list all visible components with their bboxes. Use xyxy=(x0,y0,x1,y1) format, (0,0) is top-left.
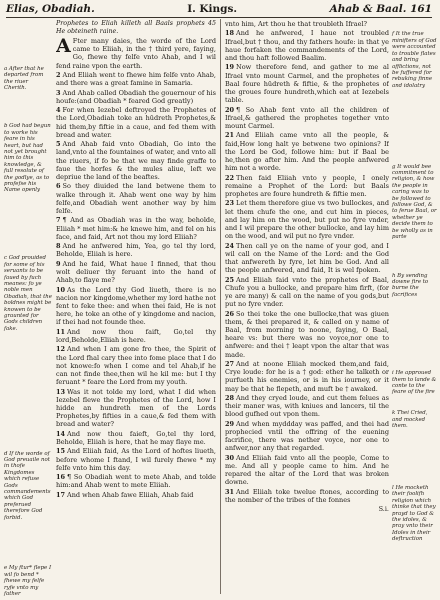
verse-text: And Ahab faid vnto Obadiah, Go into the land,vnto al the fountaines of water, and vnto all the riuers, if fo be that we may finde graffe to faue the horfes & the mules aliue, left we depriue the land of the beaftes. xyxy=(56,140,216,181)
verse-text: Then faid Eliiah vnto y people, I onely remaine a Prophet of the Lord: but Baals prophetes are foure hundreth & fiftie men. xyxy=(225,173,389,198)
verse-number: 17 xyxy=(56,490,66,499)
verse xyxy=(56,89,216,105)
header-left: Elias, Obadiah. xyxy=(6,3,95,15)
verse-number: 16 xyxy=(56,473,66,482)
verse-number: 3 xyxy=(56,88,61,97)
verse xyxy=(225,242,389,275)
verse-number: 11 xyxy=(56,327,66,336)
verse-number: 19 xyxy=(225,63,235,72)
verse-number: 22 xyxy=(225,173,235,182)
verse-number: 21 xyxy=(225,131,235,140)
verse xyxy=(225,29,389,62)
chapter-summary: Prophetes to Eliah killeth all Baals prophets 45 He obteineth raine. xyxy=(56,20,216,35)
verse-text: Now therefore fend, and gather to me al Ifrael vnto mount Carmel, and the prophetes of Baal foure hūdreth & fiftie, & the prophetes of the groues foure hundreth,which eat at Iezebels table. xyxy=(225,63,389,105)
verse-text: And Eliiah faid vnto all the people, Come to me. And all y people came to him. And he repared the altar of the Lord that was broken downe. xyxy=(225,453,389,487)
verse-number: 8 xyxy=(56,242,61,251)
verse xyxy=(56,71,216,87)
verse-text: And Eliiah faid vnto the prophetes of Baal, Chufe you a bullocke, and prepare him firft, (for ye are many) & call on the name of you gods,but put no fyre vnder. xyxy=(225,275,389,309)
margin-note: a After that he departed from the riuer Cherith. xyxy=(4,65,44,92)
verse-number: 24 xyxy=(225,241,235,250)
verse-text: So they diuided the land betwene them to walke through it. Ahab went one way by him felfe,and Obadiah went another way by him felfe. xyxy=(56,182,216,215)
header-right-title: Ahab & Baal. xyxy=(329,3,407,15)
verse xyxy=(56,216,216,241)
verse-text: And when Ahab fawe Eliiah, Ahab faid xyxy=(67,490,194,499)
verse-text: Then call ye on the name of your god, and I wil call on the Name of the Lord: and the God that anfwereth by fyre, let him be God. And all the people anfwered, and faid, It is wel fpoken. xyxy=(225,241,389,275)
verse-number: 29 xyxy=(225,419,235,428)
verse xyxy=(56,242,216,258)
verse-text: And now thou faift, Go,tel thy lord,Beholde,Eliiah is here. xyxy=(56,327,216,344)
verse-text: As the Lord thy God liueth, there is no nacion nor kingdome,whether my lord hathe not fent to feke thee: and when thei faid, He is not here, he toke an othe of y kingdome and nacion, if thei had not founde thee. xyxy=(56,285,216,327)
verse-number: 20 xyxy=(225,105,235,114)
verse-text: vnto him, Art thou he that troubleth Ifrael? xyxy=(225,20,368,28)
verse xyxy=(56,345,216,386)
verse xyxy=(56,473,216,489)
verse xyxy=(225,106,389,131)
verse xyxy=(225,454,389,487)
verse-text: For when Iezebel deftroyed the Prophetes of the Lord,Obadiah toke an hūdreth Prophetes,& hid them,by fiftie in a caue, and fed them with bread and water. xyxy=(56,106,216,139)
verse-text: Let them therefore giue vs two bullockes, and let them chufe the one, and cut him in pieces, and lay him on the wood, but put no fyre vnder, and I wil prepare the other bullocke, and lay him on the wood, and wil put no fyre vnder. xyxy=(225,199,389,241)
verse xyxy=(225,174,389,199)
verse-text: And he anfwered him, Yea, go tel thy lord, Beholde, Eliiah is here. xyxy=(56,242,216,259)
verse-number: 18 xyxy=(225,29,235,38)
verse-number: 9 xyxy=(56,259,61,268)
margin-note: h By sending downe fire to burne the facrifices xyxy=(392,272,429,298)
margin-note: b God had begun to worke his feare in his heart, but had not yet brought him to this knowledge, & full resolute of the godlye, as to profefse his Name openly xyxy=(4,123,51,194)
header-center: I. Kings. xyxy=(187,3,238,15)
verse xyxy=(56,182,216,215)
verse xyxy=(56,37,216,70)
verse xyxy=(225,394,389,419)
header-rule xyxy=(6,17,432,18)
left-column xyxy=(56,20,216,594)
margin-note: l He mocketh their foolifh religion which thinke that they prayd to God & the idoles, & pray vnto their Idoles in their deftruction xyxy=(392,484,436,543)
verse xyxy=(56,286,216,327)
margin-note: c God prouided for some of his seruants to be faued by fuch meanes: fo ye noble men Obadiah, that the boldnes might be knowen to be graunted for Gods children fake. xyxy=(4,255,52,332)
verse-text: And now thou faieft, Go,tel thy lord, Beholde, Eliiah is here, that he may flaye me. xyxy=(56,429,216,446)
verse xyxy=(56,328,216,344)
verse xyxy=(225,63,389,104)
margin-note: k Thei Cried, and mocked them. xyxy=(392,410,428,430)
verse-text: And when I am gone fro thee, the Spirit of the Lord fhal cary thee into fome place that I do not knowe:fo when I come and tel Ahab,if he can not finde thee,then wil he kil me: but I thy feruant * feare the Lord from my youth. xyxy=(56,345,216,387)
catchword: S.i. xyxy=(378,505,389,514)
column-divider xyxy=(220,19,221,594)
verse-text: And at noone Eliiah mocked them,and faid, Crye loude: for he is a † god: ether he talketh or purfueth his enemies, or is in his iourney, or it may be that he flepeth, and muft be † awaked. xyxy=(225,360,389,393)
verse-text: So thei toke the one bullocke,that was giuen them, & thei prepared it, & called on y name of Baal, from morning to noone, faying, O Baal, heare vs: but there was no voyce,nor one to anfwere: and thei † leapt vpon the altar that was made. xyxy=(225,309,389,359)
verse-text: And Eliiah faid, As the Lord of hoftes liueth, before whome I ftand, I wil furely fhewe * my felfe vnto him this day. xyxy=(56,447,216,472)
verse-text: And Eliiah toke twelue ftones, according to the nomber of the tribes of the fonnes xyxy=(225,487,389,504)
margin-note: e My ftur* flepe I wil fo bend * fhewe my felfe ryfe vnto my father xyxy=(4,565,52,597)
verse xyxy=(225,20,389,28)
verse xyxy=(225,360,389,393)
verse-number: 31 xyxy=(225,487,235,496)
margin-note: d If the worde of God preuaile not in thofe Kingdomes which refuse Gods commandements which God preferued therefore God forbid. xyxy=(4,450,51,521)
verse xyxy=(225,310,389,359)
verse xyxy=(225,420,389,453)
verse-number: 6 xyxy=(56,182,61,191)
verse-number: 23 xyxy=(225,199,235,208)
verse xyxy=(56,140,216,181)
verse-text: And Ahab called Obadiah the gouernour of his houfe:(and Obadiah * feared God greatly) xyxy=(56,88,216,105)
running-head xyxy=(6,3,432,17)
verse-text: And Eliiah came vnto all the people, & faid,How long halt ye betwene two opinions? If the Lord be God, followe him: but if Baal be he,then go after him. And the people anfwered him not a worde. xyxy=(225,131,389,173)
verse xyxy=(56,388,216,429)
verse-text: Fter many daies, the worde of the Lord came to Eliiah, in the † third yere, faying, Go, fhewe thy felfe vnto Ahab, and I wil fend raine vpon the earth. xyxy=(56,37,216,70)
verse xyxy=(56,430,216,446)
verse-text: And Eliiah went to fhewe him felfe vnto Ahab, and there was a great famine in Samaria. xyxy=(56,71,216,88)
margin-note: g It would bee commitment to religion, & how the people in caring was to be followed to followe God, & to ferue Baal, or whether ye decide them to be wholly as in parte xyxy=(392,163,437,240)
header-right xyxy=(330,3,432,15)
verse-text: And when myddday was paffed, and thei had prophecied vntil the offring of the euening facrifice, there was nether voyce, nor one to anfwer,nor any that regarded. xyxy=(225,419,389,453)
verse-number: 5 xyxy=(56,140,61,149)
margin-note: f It the true minifters of God were accounted to trouble flates and bring afflictions, not be fuffered for rebuking finne and idolatry xyxy=(392,31,437,89)
verse-text: ¶ And as Obadiah was in the way, beholde, Eliiah * met him:& he knewe him, and fel on his face, and faid, Art not thou my lord Eliiah? xyxy=(56,216,216,241)
verse-number: 2 xyxy=(56,71,61,79)
verse-number: 27 xyxy=(225,360,235,368)
verse-number: 25 xyxy=(225,275,235,284)
verse-number: 10 xyxy=(56,285,66,294)
verse-number: 30 xyxy=(225,453,235,462)
verse xyxy=(56,106,216,139)
verse xyxy=(225,131,389,172)
margin-note: i He approued them to lande & conte to the feare of the fire xyxy=(392,370,437,396)
verse-number: 26 xyxy=(225,309,235,318)
verse xyxy=(56,447,216,472)
verse-number: 12 xyxy=(56,345,66,354)
verse-number: 15 xyxy=(56,447,66,456)
verse-text: ¶ So Ahab fent vnto all the children of Ifrael,& gathered the prophetes together vnto mount Carmel. xyxy=(225,105,389,130)
verse-text: ¶ So Obadiah went to mete Ahab, and tolde him:and Ahab went to mete Eliiah. xyxy=(56,473,216,490)
verse-number: 7 xyxy=(56,216,61,225)
verse-text: Was it not tolde my lord, what I did when Iezebel flewe the Prophetes of the Lord, how I hidde an hundreth men of the Lords Prophetes,by fifties in a caue,& fed them with bread and water? xyxy=(56,387,216,429)
verse-text: And he faid, What haue I finned, that thou wolt deliuer thy feruant into the hand of Ahab,to flaye me? xyxy=(56,259,216,285)
right-column xyxy=(225,20,389,594)
right-margin-notes xyxy=(392,20,437,594)
verse-text: And they cryed loude, and cut them felues as their maner was, with kniues and lancers, til the blood gufhed out vpon them. xyxy=(225,394,389,419)
verse-number: 4 xyxy=(56,106,61,115)
verse xyxy=(56,260,216,285)
folio-number: 161 xyxy=(410,3,432,15)
verse-number: 13 xyxy=(56,387,66,396)
verse-text: And he anfwered, I haue not troubled Ifrael,but † thou, and thy fathers houfe: in that ye haue forfaken the commandements of the Lord, and thou haft followed Baalim. xyxy=(225,29,389,62)
drop-cap-letter: A xyxy=(56,35,71,57)
verse xyxy=(225,199,389,240)
verse xyxy=(225,276,389,309)
left-margin-notes xyxy=(4,20,52,597)
verse xyxy=(56,491,216,499)
verse-number: 14 xyxy=(56,429,66,438)
verse-number: 28 xyxy=(225,394,235,402)
verse xyxy=(225,488,389,504)
